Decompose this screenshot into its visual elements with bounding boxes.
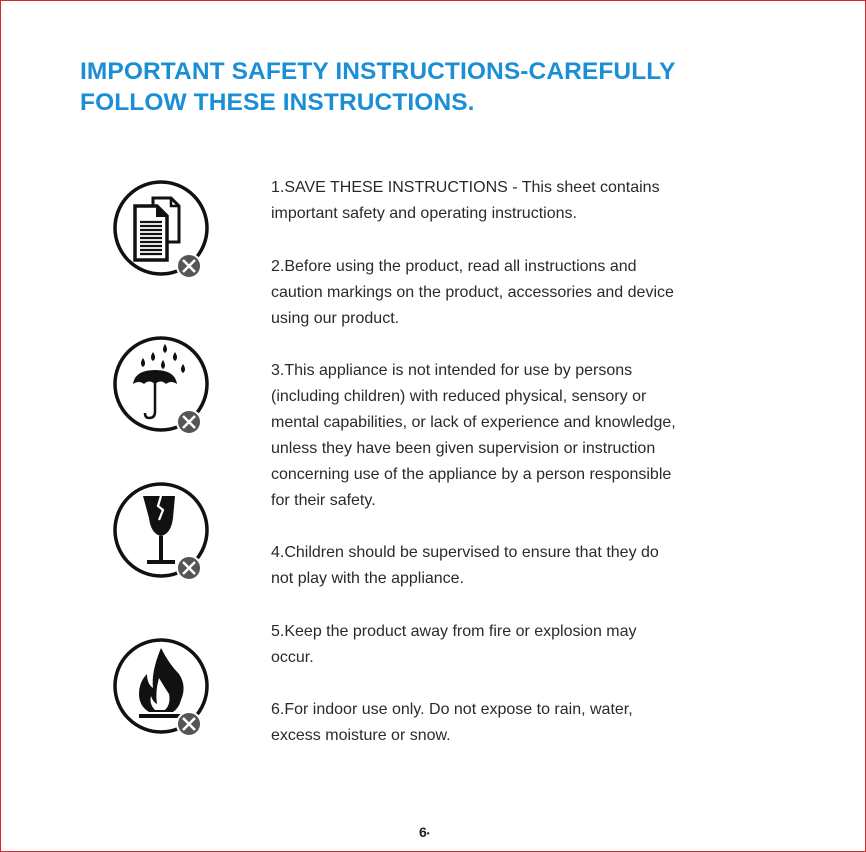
instruction-item-4: 4.Children should be supervised to ensure that they do not play with the appliance. <box>271 544 659 587</box>
instruction-item-5: 5.Keep the product away from fire or explosion may occur. <box>271 623 637 666</box>
instruction-item-6: 6.For indoor use only. Do not expose to rain, water, excess moisture or snow. <box>271 701 633 744</box>
title-line-1: IMPORTANT SAFETY INSTRUCTIONS-CAREFULLY <box>80 58 676 85</box>
umbrella-rain-icon <box>109 332 213 436</box>
instruction-item-2: 2.Before using the product, read all instructions and caution markings on the product, accessories and device using our product. <box>271 258 674 327</box>
page-title <box>80 56 800 118</box>
title-line-2: FOLLOW THESE INSTRUCTIONS. <box>80 89 475 116</box>
fragile-glass-icon <box>109 478 213 582</box>
fire-icon <box>109 634 213 738</box>
documents-icon <box>109 176 213 280</box>
instruction-item-3: 3.This appliance is not intended for use by persons (including children) with reduced physical, sensory or mental capabilities, or lack of experience and knowledge, unless they have been given supervision or instruction concerning use of the appliance by a person responsible for their safety. <box>271 362 676 509</box>
instruction-item-1: 1.SAVE THESE INSTRUCTIONS - This sheet contains important safety and operating instructions. <box>271 179 660 222</box>
page-number-dot: • <box>426 828 430 838</box>
page-number: 6• <box>419 824 430 840</box>
